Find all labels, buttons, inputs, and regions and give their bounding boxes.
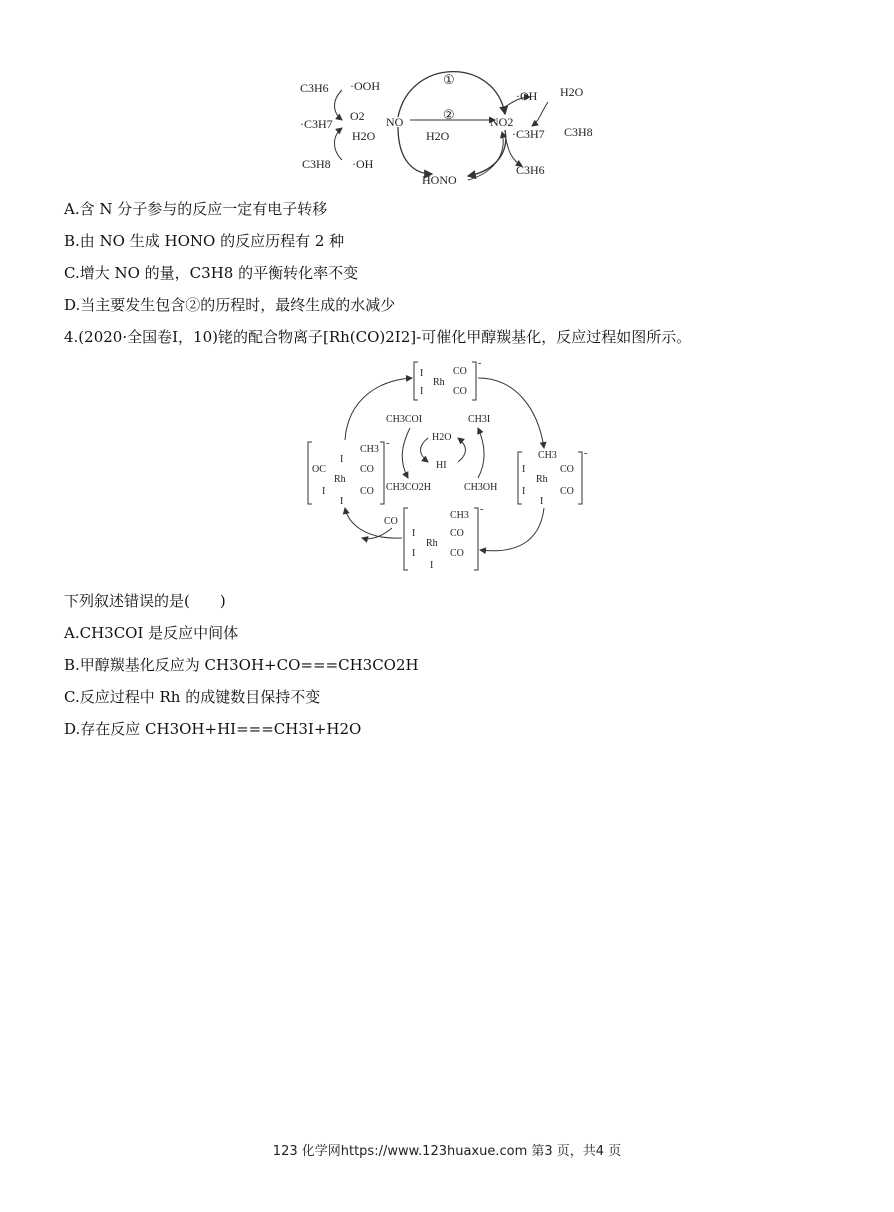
cycle-arc-right bbox=[468, 130, 506, 176]
bottom-co-1: CO bbox=[450, 528, 464, 539]
bracket-top-right bbox=[472, 362, 476, 400]
right-co-1: CO bbox=[560, 464, 574, 475]
right-i-2: I bbox=[522, 486, 526, 497]
inner-ch3co2h: CH3CO2H bbox=[386, 482, 432, 493]
label-c3h7-right: ·C3H7 bbox=[512, 127, 545, 141]
q4-stem: 4.(2020·全国卷Ⅰ，10)铑的配合物离子[Rh(CO)2I2]-可催化甲醇羰基化，反应过程如图所示。 bbox=[64, 328, 692, 346]
inner-arrow-right bbox=[478, 428, 484, 478]
bottom-i-1: I bbox=[412, 528, 416, 539]
left-arrow-bottom bbox=[335, 128, 343, 160]
right-i-3: I bbox=[540, 496, 544, 507]
label-h2o-mid: H2O bbox=[426, 129, 450, 143]
label-c3h6-top: C3H6 bbox=[300, 81, 329, 95]
inner-ch3i: CH3I bbox=[468, 414, 491, 425]
label-c3h7-left: ·C3H7 bbox=[300, 117, 333, 131]
inner-arrow-hi bbox=[458, 438, 466, 462]
inner-ch3coi: CH3COI bbox=[386, 414, 423, 425]
left-i-top: I bbox=[340, 454, 344, 465]
inner-co-in: CO bbox=[384, 516, 398, 527]
left-i-mid: I bbox=[322, 486, 326, 497]
left-i-bottom: I bbox=[340, 496, 344, 507]
left-oc: OC bbox=[312, 464, 326, 475]
bottom-minus: - bbox=[480, 504, 484, 515]
right-rh: Rh bbox=[536, 474, 548, 485]
top-rh: Rh bbox=[433, 377, 445, 388]
label-c3h6-right: C3H6 bbox=[516, 163, 545, 177]
bottom-i-2: I bbox=[412, 548, 416, 559]
label-hono: HONO bbox=[422, 173, 457, 187]
bottom-ch3: CH3 bbox=[450, 510, 469, 521]
q3-reaction-cycle-figure bbox=[290, 62, 620, 194]
q3-option-b: B.由 NO 生成 HONO 的反应历程有 2 种 bbox=[64, 232, 345, 250]
inner-ch3oh: CH3OH bbox=[464, 482, 498, 493]
cycle-arrow-right-bottom bbox=[480, 508, 544, 551]
q4-catalytic-cycle-figure bbox=[300, 358, 600, 576]
label-circle1: ① bbox=[443, 72, 455, 87]
label-o2: O2 bbox=[350, 109, 365, 123]
label-circle2: ② bbox=[443, 107, 455, 122]
top-minus: - bbox=[478, 358, 482, 369]
left-arrow-top bbox=[335, 90, 343, 120]
label-c3h8-right: C3H8 bbox=[564, 125, 593, 139]
bracket-left-right bbox=[380, 442, 384, 504]
label-c3h8-left: C3H8 bbox=[302, 157, 331, 171]
left-ch3: CH3 bbox=[360, 444, 379, 455]
top-i-1: I bbox=[420, 368, 424, 379]
label-oh-right: ·OH bbox=[516, 89, 538, 103]
left-co-1: CO bbox=[360, 464, 374, 475]
left-minus: - bbox=[386, 438, 390, 449]
bottom-i-3: I bbox=[430, 560, 434, 571]
top-co-1: CO bbox=[453, 366, 467, 377]
bracket-bottom-left bbox=[404, 508, 408, 570]
label-h2o-left: H2O bbox=[352, 129, 376, 143]
right-arrow-mid bbox=[532, 102, 548, 126]
right-co-2: CO bbox=[560, 486, 574, 497]
bottom-co-2: CO bbox=[450, 548, 464, 559]
cycle-arrow-top-right bbox=[478, 378, 544, 448]
q3-option-d: D.当主要发生包含②的历程时，最终生成的水减少 bbox=[64, 296, 396, 314]
left-rh: Rh bbox=[334, 474, 346, 485]
label-no2: NO2 bbox=[490, 115, 514, 129]
label-oh-left: ·OH bbox=[352, 157, 374, 171]
bracket-top-left bbox=[414, 362, 418, 400]
page-footer: 123 化学网https://www.123huaxue.com 第3 页，共4 页 bbox=[272, 1144, 622, 1159]
label-ooh: ·OOH bbox=[350, 79, 380, 93]
q4-prompt: 下列叙述错误的是( ) bbox=[64, 592, 226, 610]
bracket-right-right bbox=[578, 452, 582, 504]
inner-hi: HI bbox=[436, 460, 447, 471]
right-ch3: CH3 bbox=[538, 450, 557, 461]
q3-option-c: C.增大 NO 的量，C3H8 的平衡转化率不变 bbox=[64, 264, 359, 282]
bracket-bottom-right bbox=[474, 508, 478, 570]
label-no: NO bbox=[386, 115, 404, 129]
cycle-arrow-left-top bbox=[345, 378, 412, 440]
inner-arrow-left bbox=[402, 428, 410, 478]
inner-arrow-h2o bbox=[421, 438, 429, 462]
q4-option-d: D.存在反应 CH3OH+HI===CH3I+H2O bbox=[64, 720, 362, 738]
q4-option-a: A.CH3COI 是反应中间体 bbox=[64, 624, 239, 642]
q4-option-c: C.反应过程中 Rh 的成键数目保持不变 bbox=[64, 688, 321, 706]
right-minus: - bbox=[584, 448, 588, 459]
label-h2o-right: H2O bbox=[560, 85, 584, 99]
cycle-arc-bottom bbox=[468, 132, 503, 180]
bottom-rh: Rh bbox=[426, 538, 438, 549]
inner-h2o: H2O bbox=[432, 432, 452, 443]
co-in-arrow bbox=[362, 528, 392, 539]
right-i-1: I bbox=[522, 464, 526, 475]
top-co-2: CO bbox=[453, 386, 467, 397]
left-co-2: CO bbox=[360, 486, 374, 497]
q3-option-a: A.含 N 分子参与的反应一定有电子转移 bbox=[64, 200, 328, 218]
top-i-2: I bbox=[420, 386, 424, 397]
q4-option-b: B.甲醇羰基化反应为 CH3OH+CO===CH3CO2H bbox=[64, 656, 419, 674]
